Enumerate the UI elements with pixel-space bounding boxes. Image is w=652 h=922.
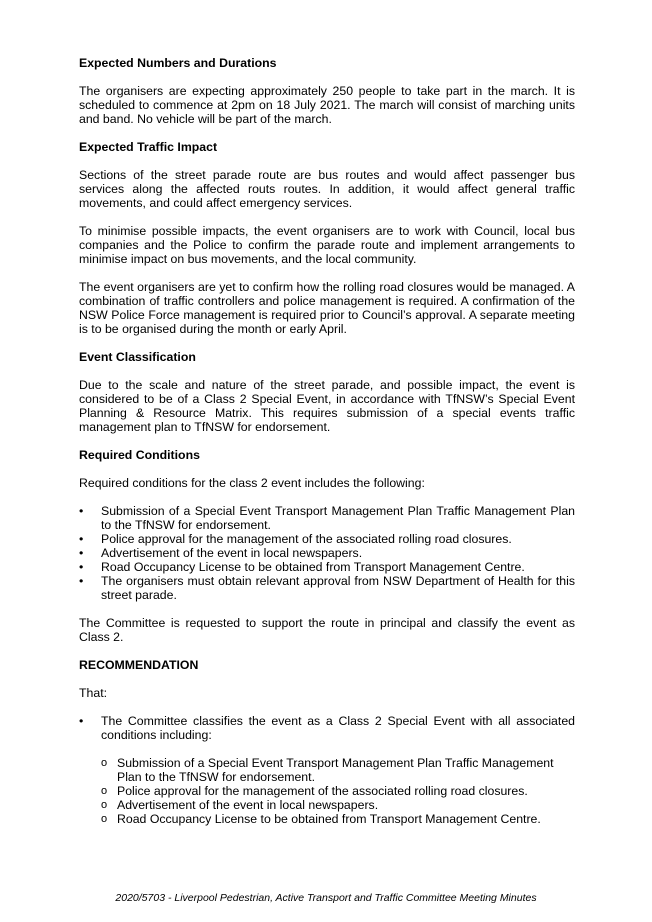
sub-list-item: o Road Occupancy License to be obtained from Transport Management Centre. [101,812,575,826]
list-item: • Police approval for the management of the associated rolling road closures. [79,532,575,546]
list-item [79,714,575,826]
page-footer: 2020/5703 - Liverpool Pedestrian, Active Transport and Traffic Committee Meeting Minutes [115,892,537,904]
conditions-list [79,504,575,602]
paragraph: Due to the scale and nature of the street parade, and possible impact, the event is considered to be of a Class 2 Special Event, in accordance with TfNSW’s Special Event Planning & Resource Matrix. This requires submission of a special events traffic management plan to TfNSW for endorsement. [79,378,575,434]
heading-recommendation: RECOMMENDATION [79,658,199,672]
list-item: • Submission of a Special Event Transport Management Plan Traffic Management Plan to the TfNSW for endorsement. [79,504,575,532]
list-item: • The organisers must obtain relevant approval from NSW Department of Health for this street parade. [79,574,575,602]
paragraph: Required conditions for the class 2 event includes the following: [79,476,425,490]
heading-traffic-impact: Expected Traffic Impact [79,140,218,154]
list-item: • Advertisement of the event in local newspapers. [79,546,575,560]
paragraph: That: [79,686,108,700]
heading-expected-numbers: Expected Numbers and Durations [79,56,277,70]
list-item: • Road Occupancy License to be obtained from Transport Management Centre. [79,560,575,574]
sub-list-item: o Submission of a Special Event Transport Management Plan Traffic Management Plan to the TfNSW for endorsement. [101,756,575,784]
paragraph: The Committee is requested to support the route in principal and classify the event as Class 2. [79,616,575,644]
paragraph: To minimise possible impacts, the event organisers are to work with Council, local bus companies and the Police to confirm the parade route and implement arrangements to minimise impact on bus movements, and the local community. [79,224,575,266]
list-item-text: The Committee classifies the event as a Class 2 Special Event with all associated conditions including: [101,714,575,742]
paragraph: The event organisers are yet to confirm how the rolling road closures would be managed. A combination of traffic controllers and police management is required. A confirmation of the NSW Police Force management is required prior to Council’s approval. A separate meeting is to be organised during the month or early April. [79,280,575,336]
heading-event-classification: Event Classification [79,350,196,364]
paragraph: The organisers are expecting approximately 250 people to take part in the march. It is scheduled to commence at 2pm on 18 July 2021. The march will consist of marching units and band. No vehicle will be part of the march. [79,84,575,126]
sub-list-item: o Police approval for the management of the associated rolling road closures. [101,784,575,798]
document-body [79,56,575,840]
sub-list [101,756,575,826]
heading-required-conditions: Required Conditions [79,448,200,462]
recommendation-list [79,714,575,826]
paragraph: Sections of the street parade route are bus routes and would affect passenger bus services along the affected routs routes. In addition, it would affect general traffic movements, and could affect emergency services. [79,168,575,210]
sub-list-item: o Advertisement of the event in local newspapers. [101,798,575,812]
